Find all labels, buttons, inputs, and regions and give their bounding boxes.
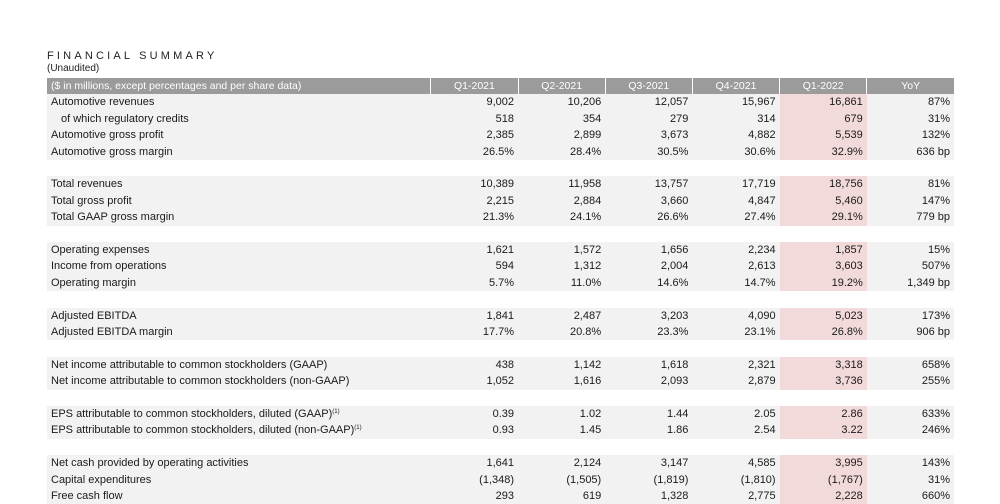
- group-spacer-cell: [47, 390, 954, 406]
- value-cell: (1,810): [692, 472, 779, 488]
- table-row: [47, 144, 954, 160]
- value-cell: 30.5%: [605, 144, 692, 160]
- table-row: [47, 94, 954, 110]
- group-spacer: [47, 340, 954, 356]
- value-cell: 27.4%: [692, 209, 779, 225]
- yoy-cell: 246%: [867, 422, 954, 438]
- value-cell: 28.4%: [518, 144, 605, 160]
- value-cell: 1.02: [518, 406, 605, 422]
- table-row: [47, 324, 954, 340]
- value-cell: 2,004: [605, 258, 692, 274]
- table-header-row: [47, 78, 954, 94]
- yoy-cell: 636 bp: [867, 144, 954, 160]
- row-label: Income from operations: [51, 260, 167, 273]
- table-row: [47, 472, 954, 488]
- value-cell: 11.0%: [518, 275, 605, 291]
- value-cell: 2,899: [518, 127, 605, 143]
- row-label-cell: [47, 242, 431, 258]
- value-cell: 1.45: [518, 422, 605, 438]
- value-cell: 18,756: [780, 176, 867, 192]
- table-row: [47, 258, 954, 274]
- value-cell: 2,093: [605, 373, 692, 389]
- yoy-cell: 81%: [867, 176, 954, 192]
- value-cell: 354: [518, 111, 605, 127]
- value-cell: 594: [431, 258, 518, 274]
- row-label-cell: [47, 308, 431, 324]
- value-cell: 20.8%: [518, 324, 605, 340]
- value-cell: 3,673: [605, 127, 692, 143]
- value-cell: 26.5%: [431, 144, 518, 160]
- value-cell: 5,460: [780, 193, 867, 209]
- value-cell: 1,618: [605, 357, 692, 373]
- header-q4-2021: Q4-2021: [692, 78, 779, 94]
- yoy-cell: 906 bp: [867, 324, 954, 340]
- footnote-marker: (1): [332, 409, 340, 416]
- value-cell: (1,819): [605, 472, 692, 488]
- value-cell: 16,861: [780, 94, 867, 110]
- value-cell: 29.1%: [780, 209, 867, 225]
- group-spacer: [47, 160, 954, 176]
- yoy-cell: 31%: [867, 111, 954, 127]
- yoy-cell: 87%: [867, 94, 954, 110]
- yoy-cell: 658%: [867, 357, 954, 373]
- yoy-cell: 255%: [867, 373, 954, 389]
- yoy-cell: 15%: [867, 242, 954, 258]
- row-label: Adjusted EBITDA: [51, 309, 137, 322]
- yoy-cell: 31%: [867, 472, 954, 488]
- group-spacer-cell: [47, 160, 954, 176]
- header-q3-2021: Q3-2021: [605, 78, 692, 94]
- header-q1-2022: Q1-2022: [780, 78, 867, 94]
- value-cell: 13,757: [605, 176, 692, 192]
- row-label: Total gross profit: [51, 194, 132, 207]
- value-cell: 293: [431, 488, 518, 504]
- footnote-marker: (1): [354, 425, 362, 432]
- row-label-cell: [47, 176, 431, 192]
- value-cell: 3,603: [780, 258, 867, 274]
- value-cell: 23.3%: [605, 324, 692, 340]
- row-label: Net cash provided by operating activities: [51, 457, 249, 470]
- row-label: Net income attributable to common stockholders (GAAP): [51, 358, 328, 371]
- value-cell: 1,641: [431, 455, 518, 471]
- row-label-cell: [47, 472, 431, 488]
- value-cell: 21.3%: [431, 209, 518, 225]
- value-cell: 2,385: [431, 127, 518, 143]
- yoy-cell: 660%: [867, 488, 954, 504]
- group-spacer-cell: [47, 340, 954, 356]
- value-cell: 2.05: [692, 406, 779, 422]
- value-cell: 0.93: [431, 422, 518, 438]
- row-label-cell: [47, 209, 431, 225]
- value-cell: 0.39: [431, 406, 518, 422]
- value-cell: 1.86: [605, 422, 692, 438]
- group-spacer-cell: [47, 291, 954, 307]
- yoy-cell: 1,349 bp: [867, 275, 954, 291]
- financial-summary-table: [47, 78, 954, 504]
- value-cell: 1,052: [431, 373, 518, 389]
- value-cell: 17,719: [692, 176, 779, 192]
- value-cell: (1,767): [780, 472, 867, 488]
- group-spacer: [47, 291, 954, 307]
- header-units: ($ in millions, except percentages and per share data): [47, 78, 431, 94]
- value-cell: 10,389: [431, 176, 518, 192]
- value-cell: (1,505): [518, 472, 605, 488]
- value-cell: 5,539: [780, 127, 867, 143]
- yoy-cell: 147%: [867, 193, 954, 209]
- header-yoy: YoY: [867, 78, 954, 94]
- table-row: [47, 357, 954, 373]
- header-q2-2021: Q2-2021: [518, 78, 605, 94]
- value-cell: 11,958: [518, 176, 605, 192]
- row-label: Adjusted EBITDA margin: [51, 326, 173, 339]
- table-row: [47, 275, 954, 291]
- value-cell: 2,775: [692, 488, 779, 504]
- value-cell: 2.54: [692, 422, 779, 438]
- row-label: of which regulatory credits: [61, 112, 189, 125]
- row-label: Automotive gross margin: [51, 145, 173, 158]
- row-label-cell: [47, 406, 431, 422]
- table-row: [47, 127, 954, 143]
- table-row: [47, 406, 954, 422]
- row-label: Automotive revenues: [51, 96, 155, 109]
- value-cell: 1,328: [605, 488, 692, 504]
- value-cell: 3,736: [780, 373, 867, 389]
- value-cell: 3,147: [605, 455, 692, 471]
- row-label: EPS attributable to common stockholders, diluted (non-GAAP): [51, 424, 355, 437]
- table-row: [47, 209, 954, 225]
- yoy-cell: 143%: [867, 455, 954, 471]
- value-cell: 679: [780, 111, 867, 127]
- row-label-cell: [47, 275, 431, 291]
- value-cell: 19.2%: [780, 275, 867, 291]
- value-cell: 279: [605, 111, 692, 127]
- value-cell: 2.86: [780, 406, 867, 422]
- value-cell: 30.6%: [692, 144, 779, 160]
- table-row: [47, 193, 954, 209]
- row-label-cell: [47, 422, 431, 438]
- value-cell: 3,995: [780, 455, 867, 471]
- value-cell: 12,057: [605, 94, 692, 110]
- table-row: [47, 455, 954, 471]
- row-label-cell: [47, 127, 431, 143]
- row-label: Free cash flow: [51, 490, 123, 503]
- table-row: [47, 176, 954, 192]
- value-cell: 2,884: [518, 193, 605, 209]
- header-q1-2021: Q1-2021: [431, 78, 518, 94]
- yoy-cell: 132%: [867, 127, 954, 143]
- value-cell: 4,847: [692, 193, 779, 209]
- yoy-cell: 633%: [867, 406, 954, 422]
- value-cell: 2,487: [518, 308, 605, 324]
- value-cell: 14.6%: [605, 275, 692, 291]
- row-label: EPS attributable to common stockholders, diluted (GAAP): [51, 408, 333, 421]
- yoy-cell: 173%: [867, 308, 954, 324]
- value-cell: 1.44: [605, 406, 692, 422]
- yoy-cell: 507%: [867, 258, 954, 274]
- value-cell: 3,660: [605, 193, 692, 209]
- value-cell: 1,312: [518, 258, 605, 274]
- value-cell: 1,841: [431, 308, 518, 324]
- value-cell: 1,616: [518, 373, 605, 389]
- value-cell: 2,124: [518, 455, 605, 471]
- value-cell: 3.22: [780, 422, 867, 438]
- value-cell: 438: [431, 357, 518, 373]
- row-label-cell: [47, 144, 431, 160]
- value-cell: 5,023: [780, 308, 867, 324]
- value-cell: 619: [518, 488, 605, 504]
- value-cell: 2,321: [692, 357, 779, 373]
- row-label-cell: [47, 488, 431, 504]
- table-row: [47, 488, 954, 504]
- row-label-cell: [47, 193, 431, 209]
- group-spacer-cell: [47, 439, 954, 455]
- group-spacer: [47, 390, 954, 406]
- value-cell: 23.1%: [692, 324, 779, 340]
- table-row: [47, 242, 954, 258]
- value-cell: 26.8%: [780, 324, 867, 340]
- row-label-cell: [47, 324, 431, 340]
- document-subtitle: (Unaudited): [47, 63, 100, 74]
- value-cell: 14.7%: [692, 275, 779, 291]
- row-label: Automotive gross profit: [51, 129, 164, 142]
- row-label: Capital expenditures: [51, 473, 152, 486]
- value-cell: 2,228: [780, 488, 867, 504]
- value-cell: 2,879: [692, 373, 779, 389]
- value-cell: 4,585: [692, 455, 779, 471]
- value-cell: (1,348): [431, 472, 518, 488]
- group-spacer: [47, 439, 954, 455]
- row-label: Total GAAP gross margin: [51, 211, 175, 224]
- row-label-cell: [47, 373, 431, 389]
- value-cell: 32.9%: [780, 144, 867, 160]
- row-label-cell: [47, 455, 431, 471]
- value-cell: 24.1%: [518, 209, 605, 225]
- value-cell: 17.7%: [431, 324, 518, 340]
- row-label-cell: [47, 357, 431, 373]
- value-cell: 314: [692, 111, 779, 127]
- value-cell: 15,967: [692, 94, 779, 110]
- value-cell: 4,090: [692, 308, 779, 324]
- table-row: [47, 422, 954, 438]
- value-cell: 3,318: [780, 357, 867, 373]
- value-cell: 1,142: [518, 357, 605, 373]
- table-row: [47, 308, 954, 324]
- value-cell: 518: [431, 111, 518, 127]
- value-cell: 2,234: [692, 242, 779, 258]
- value-cell: 1,572: [518, 242, 605, 258]
- value-cell: 26.6%: [605, 209, 692, 225]
- value-cell: 1,857: [780, 242, 867, 258]
- yoy-cell: 779 bp: [867, 209, 954, 225]
- value-cell: 9,002: [431, 94, 518, 110]
- value-cell: 2,613: [692, 258, 779, 274]
- table-row: [47, 111, 954, 127]
- value-cell: 1,621: [431, 242, 518, 258]
- row-label: Total revenues: [51, 178, 123, 191]
- group-spacer-cell: [47, 226, 954, 242]
- row-label-cell: [47, 94, 431, 110]
- value-cell: 4,882: [692, 127, 779, 143]
- document-title: FINANCIAL SUMMARY: [47, 50, 218, 62]
- value-cell: 10,206: [518, 94, 605, 110]
- row-label: Net income attributable to common stockholders (non-GAAP): [51, 375, 350, 388]
- value-cell: 3,203: [605, 308, 692, 324]
- table-row: [47, 373, 954, 389]
- row-label: Operating margin: [51, 276, 136, 289]
- value-cell: 5.7%: [431, 275, 518, 291]
- row-label-cell: [47, 258, 431, 274]
- value-cell: 1,656: [605, 242, 692, 258]
- value-cell: 2,215: [431, 193, 518, 209]
- row-label: Operating expenses: [51, 244, 150, 257]
- group-spacer: [47, 226, 954, 242]
- row-label-cell: [47, 111, 431, 127]
